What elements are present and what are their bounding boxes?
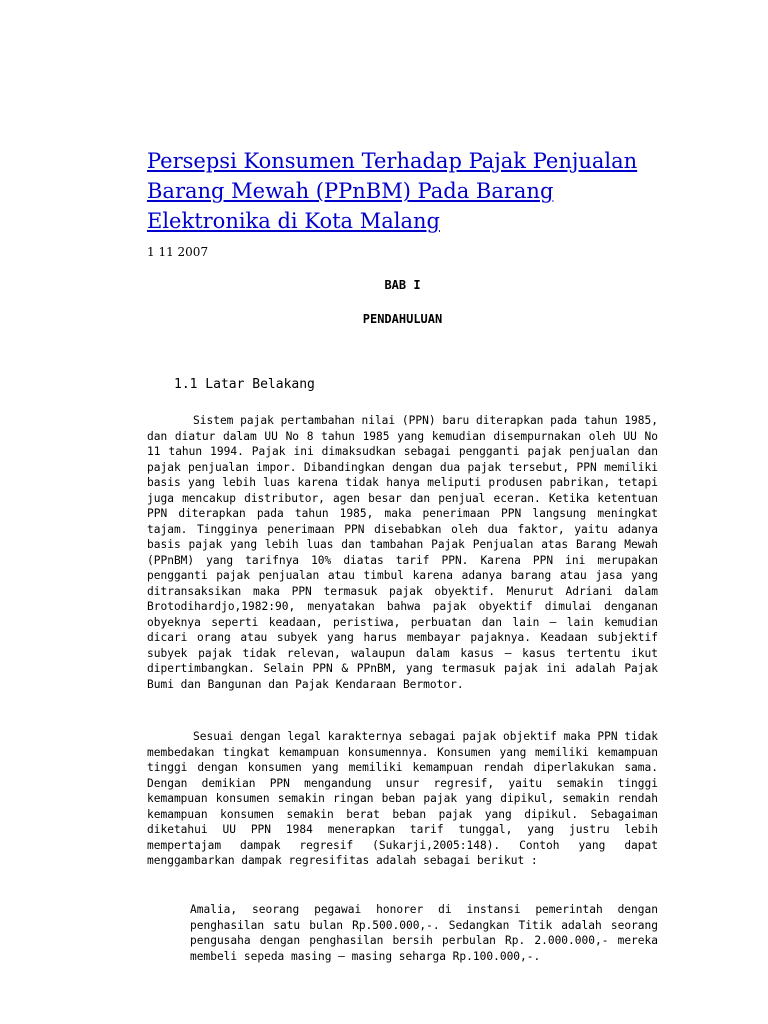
- body-paragraph-2: Sesuai dengan legal karakternya sebagai pajak objektif maka PPN tidak membedakan tingkat kemampuan konsumennya. Konsumen yang memiliki kemampuan tinggi dengan konsumen yang memiliki kemampuan rendah diperlakukan sama. Dengan demikian PPN mengandung unsur regresif, yaitu semakin tinggi kemampuan konsumen semakin ringan beban pajak yang dipikul, semakin rendah kemampuan konsumen semakin berat beban pajak yang dipikul. Sebagaiman diketahui UU PPN 1984 menerapkan tarif tunggal, yang justru lebih mempertajam dampak regresif (Sukarji,2005:148). Contoh yang dapat menggambarkan dampak regresifitas adalah sebagai berikut :: [147, 730, 658, 867]
- chapter-number: BAB I: [384, 278, 421, 292]
- body-paragraph-1: Sistem pajak pertambahan nilai (PPN) baru diterapkan pada tahun 1985, dan diatur dalam UU No 8 tahun 1985 yang kemudian disempurnakan oleh UU No 11 tahun 1994. Pajak ini dimaksudkan sebagai pengganti pajak penjualan dan pajak penjualan impor. Dibandingkan dengan dua pajak tersebut, PPN memiliki basis yang lebih luas karena tidak hanya meliputi produsen pabrikan, tetapi juga mencakup distributor, agen besar dan penjual eceran. Ketika ketentuan PPN diterapkan pada tahun 1985, maka penerimaan PPN langsung meningkat tajam. Tingginya penerimaan PPN disebabkan oleh dua faktor, yaitu adanya basis pajak yang lebih luas dan tambahan Pajak Penjualan atas Barang Mewah (PPnBM) yang tarifnya 10% diatas tarif PPN. Karena PPN ini merupakan pengganti pajak penjualan atau timbul karena adanya barang atau jasa yang ditransaksikan maka PPN termasuk pajak obyektif. Menurut Adriani dalam Brotodihardjo,1982:90, menyatakan bahwa pajak obyektif dimulai denganan obyeknya seperti keadaan, peristiwa, perbuatan dan lain – lain kemudian dicari orang atau subyek yang harus membayar pajaknya. Keadaan subjektif subyek pajak tidak relevan, walaupun dalam kasus – kasus tertentu ikut dipertimbangkan. Selain PPN & PPnBM, yang termasuk pajak ini adalah Pajak Bumi dan Bangunan dan Pajak Kendaraan Bermotor.: [147, 414, 658, 691]
- section-heading: 1.1 Latar Belakang: [174, 377, 315, 392]
- example-quote: Amalia, seorang pegawai honorer di instansi pemerintah dengan penghasilan satu bulan Rp.500.000,-. Sedangkan Titik adalah seorang pengusaha dengan penghasilan bersih perbulan Rp. 2.000.000,- mereka membeli sepeda masing – masing seharga Rp.100.000,-.: [190, 903, 658, 963]
- article-title-link[interactable]: Persepsi Konsumen Terhadap Pajak Penjualan Barang Mewah (PPnBM) Pada Barang Elektronika di Kota Malang: [147, 149, 638, 233]
- chapter-title: PENDAHULUAN: [362, 312, 443, 326]
- article-date: 1 11 2007: [147, 245, 209, 259]
